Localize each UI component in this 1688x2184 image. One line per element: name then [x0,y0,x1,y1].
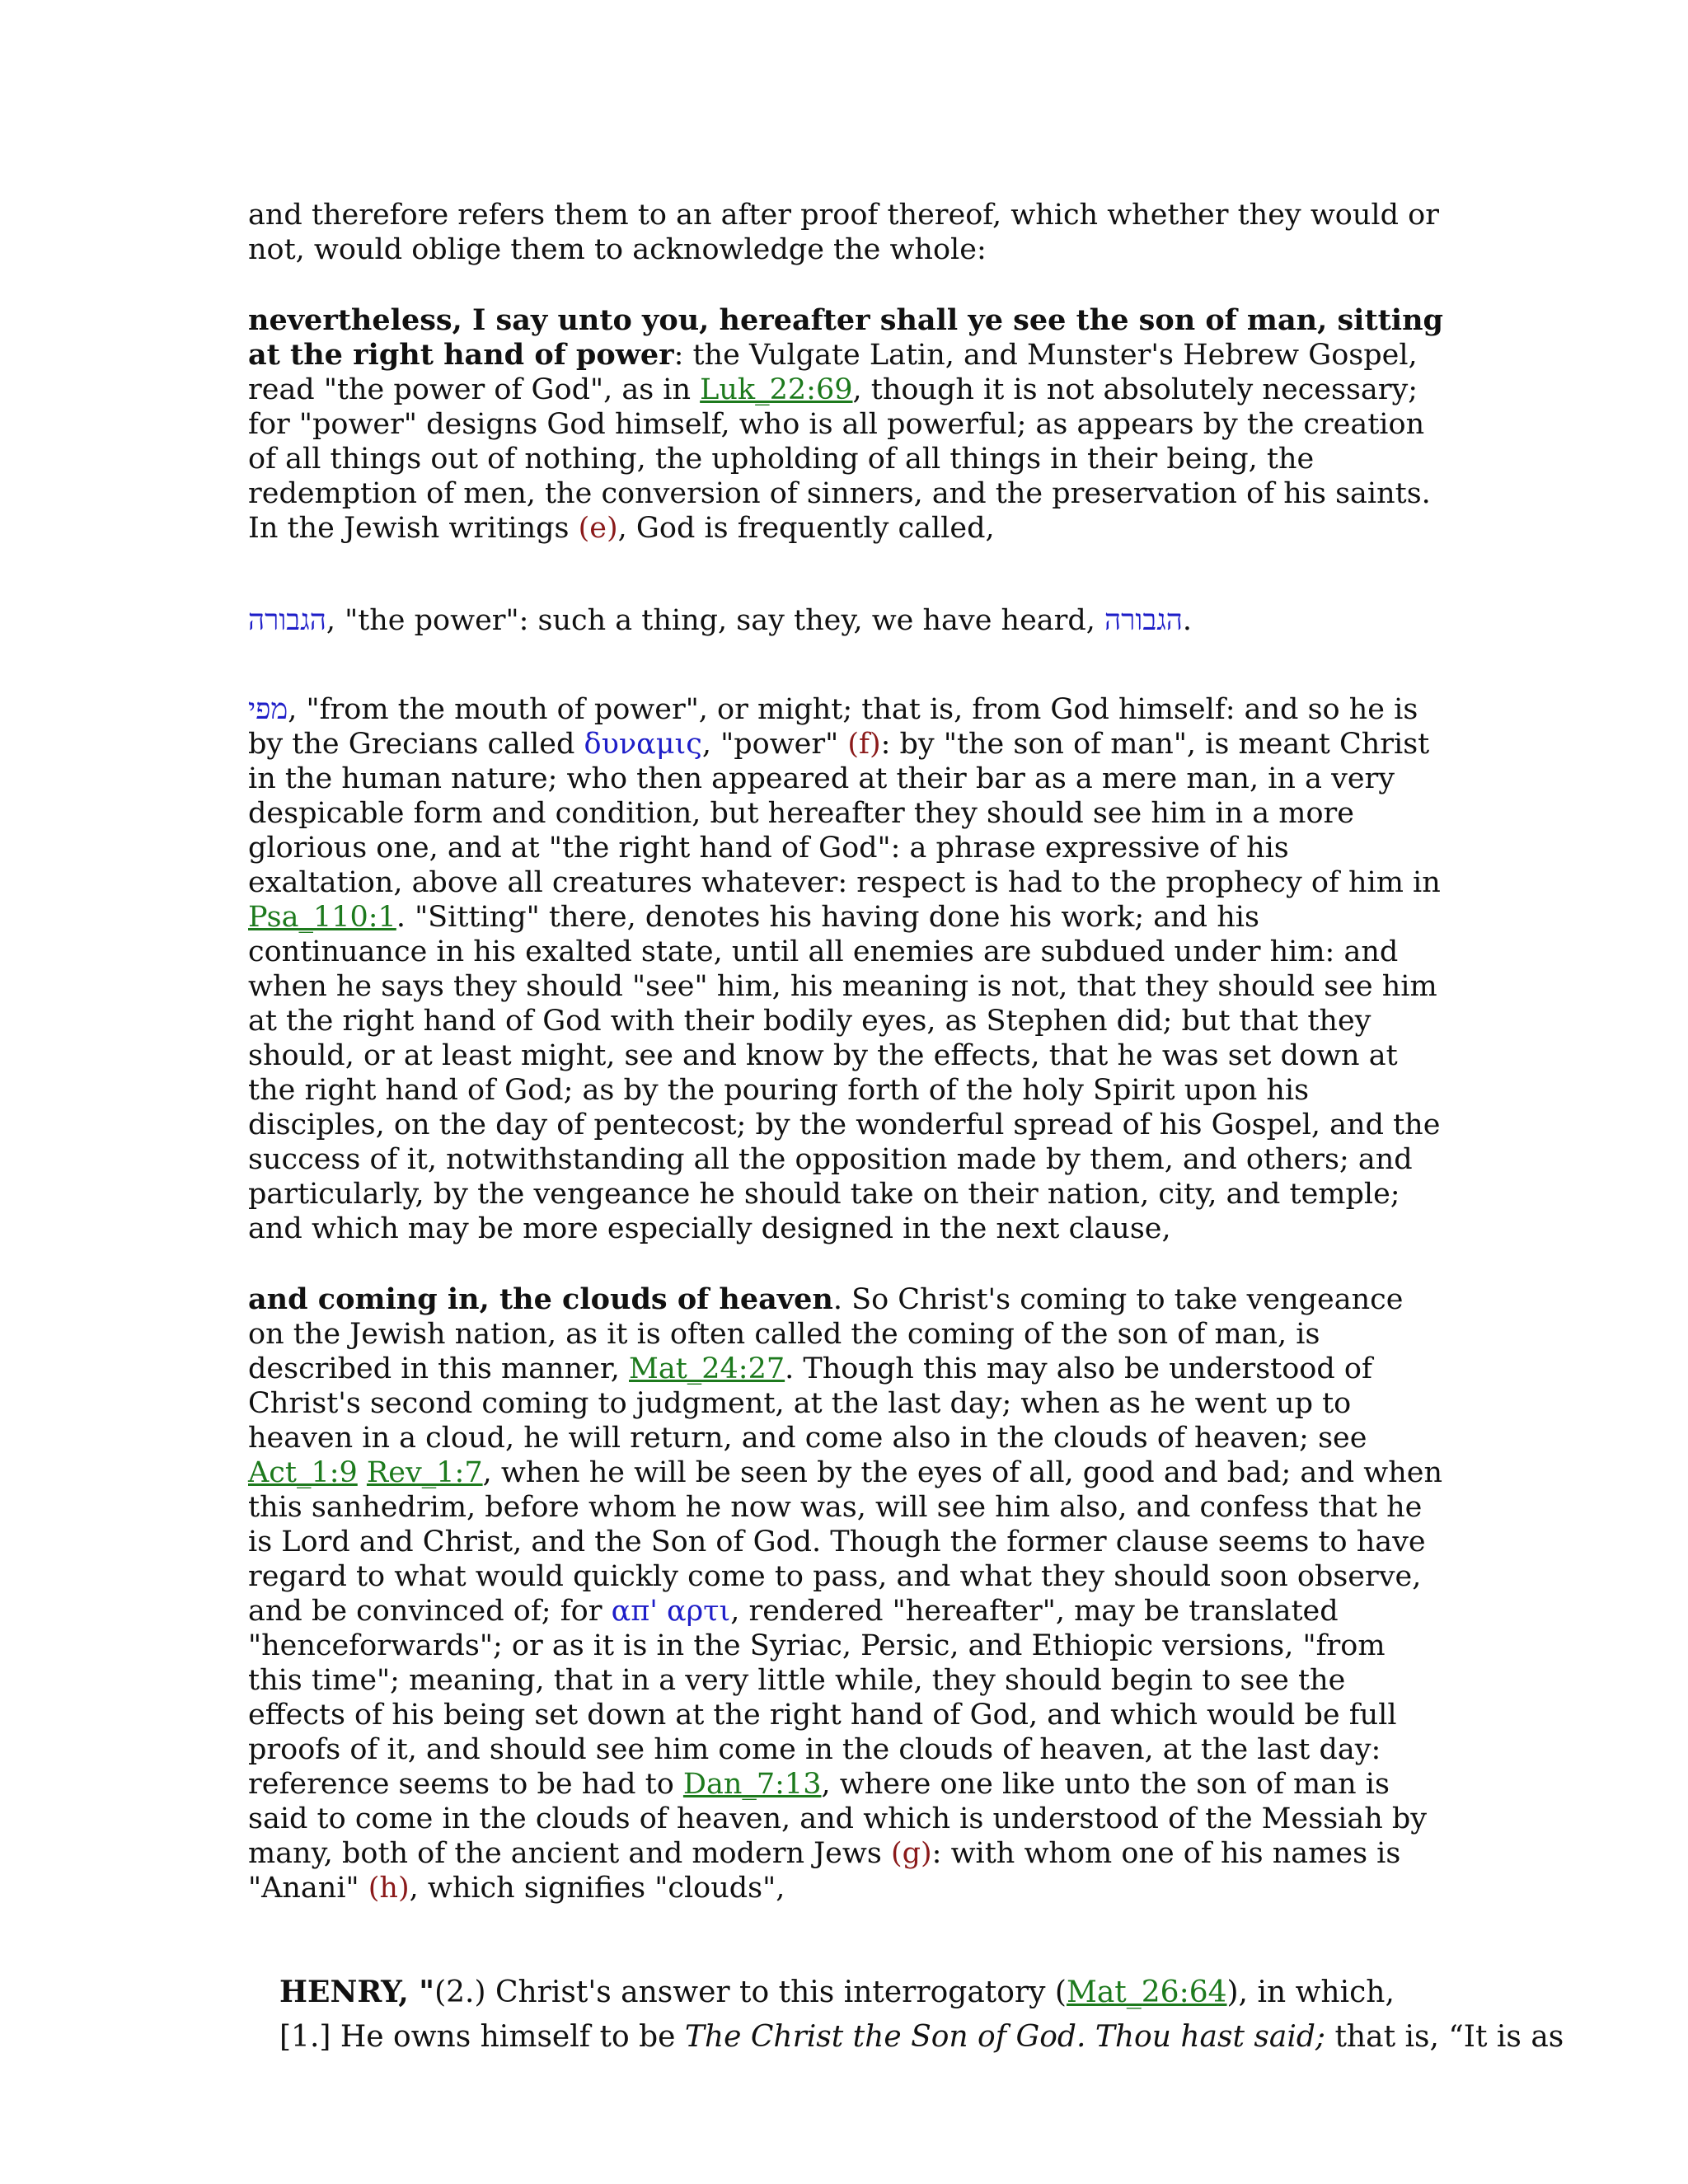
footnote-marker-e: (e) [578,512,618,545]
paragraph-text: , where one like unto the son of man is said to come in the clouds of heaven, and which is understood of the Messiah by many, both of the ancient and modern Jews [248,1768,1428,1870]
scripture-ref-mat-24-27[interactable]: Mat_24:27 [629,1352,785,1385]
greek-word: δυναμις [584,728,702,761]
paragraph-text: . "Sitting" there, denotes his having done his work; and his continuance in his exalted state, until all enemies are subdued under him: and when he says they should "see" him, his meaning is not, that they should see him at the right hand of God with their bodily eyes, as Stephen did; but that they should, or at least might, see and know by the effects, that he was set down at the right hand of God; as by the pouring forth of the holy Spirit upon his disciples, on the day of pentecost; by the wonderful spread of his Gospel, and the success of it, notwithstanding all the opposition made by them, and others; and particularly, by the vengeance he should take on their nation, city, and temple; and which may be more especially designed in the next clause, [248,901,1441,1245]
paragraph-text: , "power" [701,728,848,761]
paragraph-text: . Though this may also be understood of Christ's second coming to judgment, at the last day; when as he went up to heaven in a cloud, he will return, and come also in the clouds of heaven; see [248,1352,1372,1455]
paragraph-text: : by "the son of man", is meant Christ in the human nature; who then appeared at their bar as a mere man, in a very despicable form and condition, but hereafter they should see him in a more glorious one, and at "the right hand of God": a phrase expressive of his exaltation, above all creatures whatever: respect is had to the prophecy of him in [248,728,1441,899]
scripture-ref-mat-26-64[interactable]: Mat_26:64 [1066,1975,1227,2009]
greek-word: απ' αρτι [611,1595,731,1628]
paragraph-text: and therefore refers them to an after proof thereof, which whether they would or not, would oblige them to acknowledge the whole: [248,199,1439,266]
paragraph-text: : the Vulgate Latin, and Munster's Hebrew Gospel, read "the power of God", as in [248,339,1418,406]
verse-phrase-bold: and coming in, the clouds of heaven [248,1282,833,1316]
scripture-ref-act-1-9[interactable]: Act_1:9 [248,1456,358,1489]
scripture-ref-luk-22-69[interactable]: Luk_22:69 [700,373,853,406]
paragraph-mouth-of-power [248,692,1443,1246]
footnote-marker-f: (f) [847,728,881,761]
scripture-ref-dan-7-13[interactable]: Dan_7:13 [682,1768,822,1801]
scripture-ref-rev-1-7[interactable]: Rev_1:7 [366,1456,483,1489]
paragraph-text: , rendered "hereafter", may be translated "henceforwards"; or as it is in the Syriac, Persic, and Ethiopic versions, "from this time"; meaning, that in a very little while, they should begin to see the effects of his being set down at the right hand of God, and which would be full proofs of it, and should see him come in the clouds of heaven, at the last day: reference seems to be had to [248,1595,1397,1801]
paragraph-text: , God is frequently called, [617,512,995,545]
italic-quote: The Christ the Son of God. Thou hast said; [684,2020,1326,2054]
henry-heading: HENRY, " [279,1975,435,2009]
scripture-ref-psa-110-1[interactable]: Psa_110:1 [248,901,396,934]
paragraph-text: , "from the mouth of power", or might; that is, from God himself: and so he is by the Grecians called [248,693,1418,761]
paragraph-text: ), in which, [1226,1975,1395,2009]
paragraph-text: , which signifies "clouds", [409,1872,785,1905]
hebrew-word: הגבורה [248,604,326,637]
paragraph-text: . [1182,604,1193,637]
henry-line-2 [279,2015,1564,2060]
paragraph-hebrew-power [248,603,1443,638]
commentary-page [248,198,1564,2060]
paragraph-text: , when he will be seen by the eyes of all, good and bad; and when this sanhedrim, before whom he now was, will see him also, and confess that he is Lord and Christ, and the Son of God. Though the former clause seems to have regard to what would quickly come to pass, and what they should soon observe, and be convinced of; for [248,1456,1443,1628]
footnote-marker-h: (h) [368,1872,410,1905]
paragraph-nevertheless [248,303,1443,546]
hebrew-word: מפי [248,693,288,726]
footnote-marker-g: (g) [890,1837,932,1870]
paragraph-text: that is, “It is as [1325,2020,1564,2054]
paragraph-text [358,1456,367,1489]
paragraph-text: , "the power": such a thing, say they, we have heard, [326,604,1105,637]
paragraph-coming-in-clouds [248,1282,1443,1905]
paragraph-text: , though it is not absolutely necessary; for "power" designs God himself, who is all powerful; as appears by the creation of all things out of nothing, the upholding of all things in their being, the redemption of men, the conversion of sinners, and the preservation of his saints. In the Jewish writings [248,373,1431,545]
henry-line-1 [279,1970,1443,2015]
paragraph-text: : with whom one of his names is "Anani" [248,1837,1401,1905]
henry-commentary [279,1970,1564,2060]
paragraph-text: (2.) Christ's answer to this interrogatory ( [434,1975,1067,2009]
paragraph-text: [1.] He owns himself to be [279,2020,685,2054]
paragraph-text: . So Christ's coming to take vengeance on the Jewish nation, as it is often called the coming of the son of man, is described in this manner, [248,1283,1404,1385]
verse-phrase-bold: nevertheless, I say unto you, hereafter shall ye see the son of man, sitting at the right hand of power [248,303,1443,372]
hebrew-word: הגבורה [1104,604,1183,637]
paragraph-intro [248,198,1443,267]
